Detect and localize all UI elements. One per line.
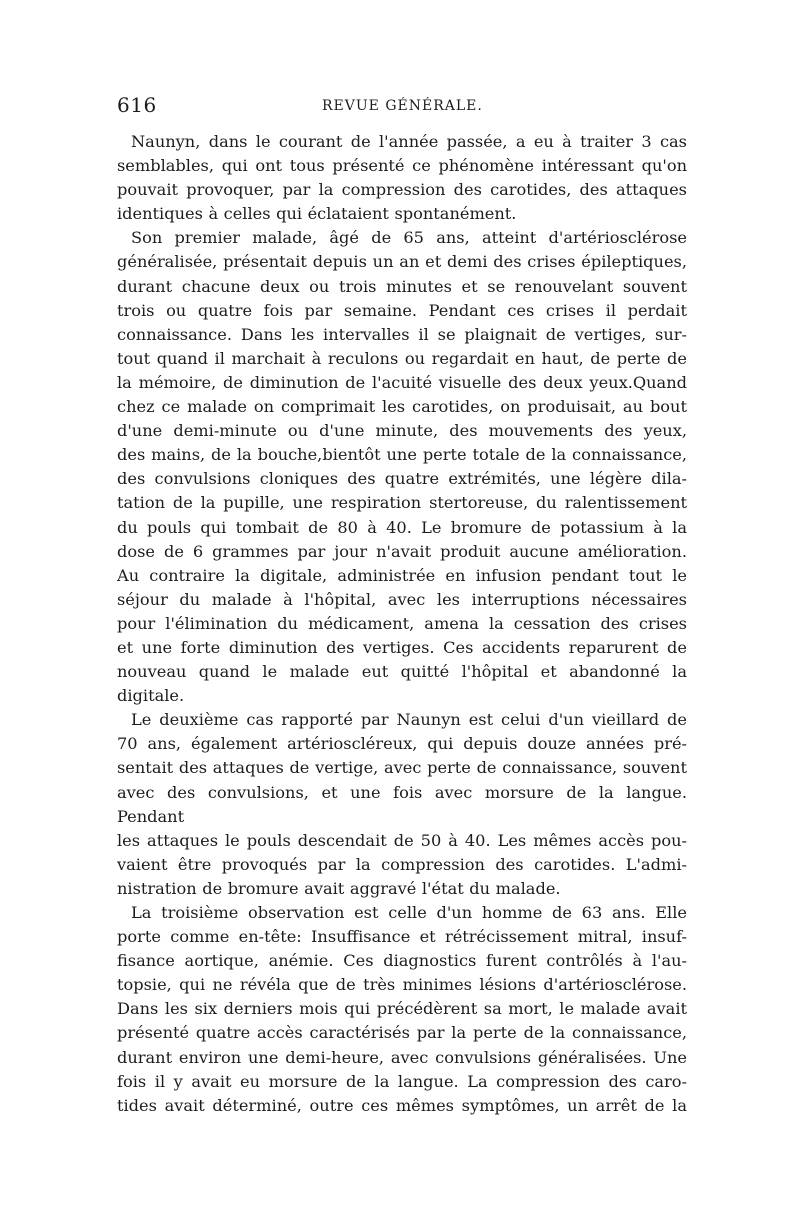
text-line: présenté quatre accès caractérisés par la perte de la connaissance, bbox=[117, 1023, 687, 1043]
text-line: nouveau quand le malade eut quitté l'hôpital et abandonné la bbox=[117, 662, 687, 682]
text-line: durant chacune deux ou trois minutes et se renouvelant souvent bbox=[117, 276, 687, 296]
text-line: durant environ une demi-heure, avec convulsions généralisées. Une bbox=[117, 1047, 687, 1067]
text-line: tides avait déterminé, outre ces mêmes symptômes, un arrêt de la bbox=[117, 1095, 687, 1115]
running-title: REVUE GÉNÉRALE. bbox=[322, 98, 483, 114]
text-line: Au contraire la digitale, administrée en infusion pendant tout le bbox=[117, 565, 687, 585]
text-line: vaient être provoqués par la compression des carotides. L'admi- bbox=[117, 854, 687, 874]
paragraph bbox=[117, 901, 687, 1118]
text-line: fisance aortique, anémie. Ces diagnostics furent contrôlés à l'au- bbox=[117, 951, 687, 971]
text-line: avec des convulsions, et une fois avec morsure de la langue. Pendant bbox=[117, 782, 687, 826]
text-line: trois ou quatre fois par semaine. Pendant ces crises il perdait bbox=[117, 300, 687, 320]
text-line: sentait des attaques de vertige, avec perte de connaissance, souvent bbox=[117, 758, 687, 778]
paragraph bbox=[117, 130, 687, 226]
text-line: et une forte diminution des vertiges. Ces accidents reparurent de bbox=[117, 637, 687, 657]
text-line: Naunyn, dans le courant de l'année passée, a eu à traiter 3 cas bbox=[131, 132, 687, 151]
text-line: séjour du malade à l'hôpital, avec les interruptions nécessaires bbox=[117, 589, 687, 609]
text-line: fois il y avait eu morsure de la langue. La compression des caro- bbox=[117, 1071, 687, 1091]
text-line: tout quand il marchait à reculons ou regardait en haut, de perte de bbox=[117, 348, 687, 368]
page-number: 616 bbox=[117, 93, 157, 117]
page-header bbox=[117, 93, 687, 123]
text-line: des convulsions cloniques des quatre extrémités, une légère dila- bbox=[117, 469, 687, 489]
text-line: du pouls qui tombait de 80 à 40. Le bromure de potassium à la bbox=[117, 517, 687, 537]
paragraph bbox=[117, 226, 687, 708]
text-line: pour l'élimination du médicament, amena la cessation des crises bbox=[117, 613, 687, 633]
text-line: nistration de bromure avait aggravé l'état du malade. bbox=[117, 878, 561, 898]
text-line: généralisée, présentait depuis un an et demi des crises épileptiques, bbox=[117, 252, 687, 272]
text-line: les attaques le pouls descendait de 50 à 40. Les mêmes accès pou- bbox=[117, 830, 687, 850]
text-line: dose de 6 grammes par jour n'avait produit aucune amélioration. bbox=[117, 541, 687, 561]
text-line: d'une demi-minute ou d'une minute, des mouvements des yeux, bbox=[117, 421, 687, 441]
text-line: 70 ans, également artérioscléreux, qui depuis douze années pré- bbox=[117, 734, 687, 754]
text-line: La troisième observation est celle d'un homme de 63 ans. Elle bbox=[131, 903, 687, 922]
text-line: porte comme en-tête: Insuffisance et rétrécissement mitral, insuf- bbox=[117, 927, 687, 947]
text-line: topsie, qui ne révéla que de très minimes lésions d'artériosclérose. bbox=[117, 975, 687, 995]
text-line: digitale. bbox=[117, 686, 185, 706]
text-line: semblables, qui ont tous présenté ce phénomène intéressant qu'on bbox=[117, 156, 687, 176]
paragraph bbox=[117, 708, 687, 901]
text-line: Dans les six derniers mois qui précédèrent sa mort, le malade avait bbox=[117, 999, 687, 1019]
text-line: la mémoire, de diminution de l'acuité visuelle des deux yeux.Quand bbox=[117, 372, 687, 392]
text-line: chez ce malade on comprimait les carotides, on produisait, au bout bbox=[117, 397, 687, 417]
text-line: pouvait provoquer, par la compression des carotides, des attaques bbox=[117, 180, 687, 200]
text-line: Son premier malade, âgé de 65 ans, atteint d'artériosclérose bbox=[131, 228, 687, 248]
text-line: tation de la pupille, une respiration stertoreuse, du ralentissement bbox=[117, 493, 687, 513]
text-line: connaissance. Dans les intervalles il se plaignait de vertiges, sur- bbox=[117, 324, 687, 344]
body-text bbox=[117, 130, 687, 1118]
text-line: identiques à celles qui éclataient spontanément. bbox=[117, 204, 517, 224]
text-line: Le deuxième cas rapporté par Naunyn est celui d'un vieillard de bbox=[131, 710, 687, 730]
text-line: des mains, de la bouche,bientôt une perte totale de la connaissance, bbox=[117, 445, 687, 465]
